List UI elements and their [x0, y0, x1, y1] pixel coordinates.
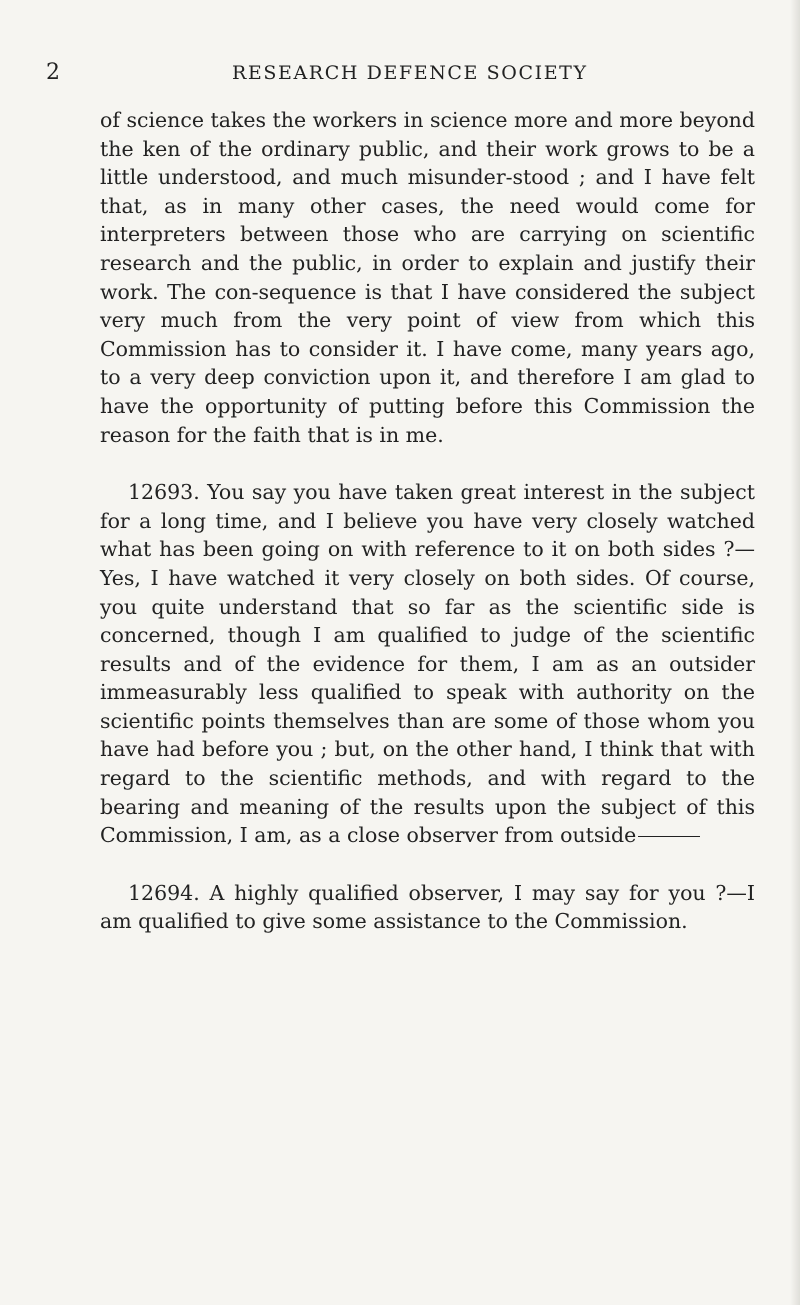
paragraph-12693 [100, 478, 755, 850]
running-head [0, 60, 800, 90]
page-number: 2 [46, 60, 61, 85]
paragraph-12694: 12694. A highly qualified observer, I may say for you ?—I am qualified to give some assistance to the Commission. [100, 880, 755, 934]
paragraph-continued: of science takes the workers in science more and more beyond the ken of the ordinary public, and their work grows to be a little understood, and much misunder-stood ; and I have felt that, as in many other cases, the need would come for interpreters between those who are carrying on scientific research and the public, in order to explain and justify their work. The con-sequence is that I have considered the subject very much from the very point of view from which this Commission has to consider it. I have come, many years ago, to a very deep conviction upon it, and therefore I am glad to have the opportunity of putting before this Commission the reason for the faith that is in me. [100, 108, 756, 447]
paragraph-12693-text: 12693. You say you have taken great interest in the subject for a long time, and I believe you have very closely watched what has been going on with reference to it on both sides ?—Yes, I have watched it very closely on both sides. Of course, you quite understand that so far as the scientific side is concerned, though I am qualified to judge of the scientific results and of the evidence for them, I am as an outsider immeasurably less qualified to speak with authority on the scientific points themselves than are some of those whom you have had before you ; but, on the other hand, I think that with regard to the scientific methods, and with regard to the bearing and meaning of the results upon the subject of this Commission, I am, as a close observer from outside [100, 480, 755, 848]
running-head-title: RESEARCH DEFENCE SOCIETY [232, 62, 588, 84]
em-dash-rule [638, 836, 700, 837]
page-edge-shadow [790, 0, 800, 1305]
body-text [100, 106, 755, 936]
